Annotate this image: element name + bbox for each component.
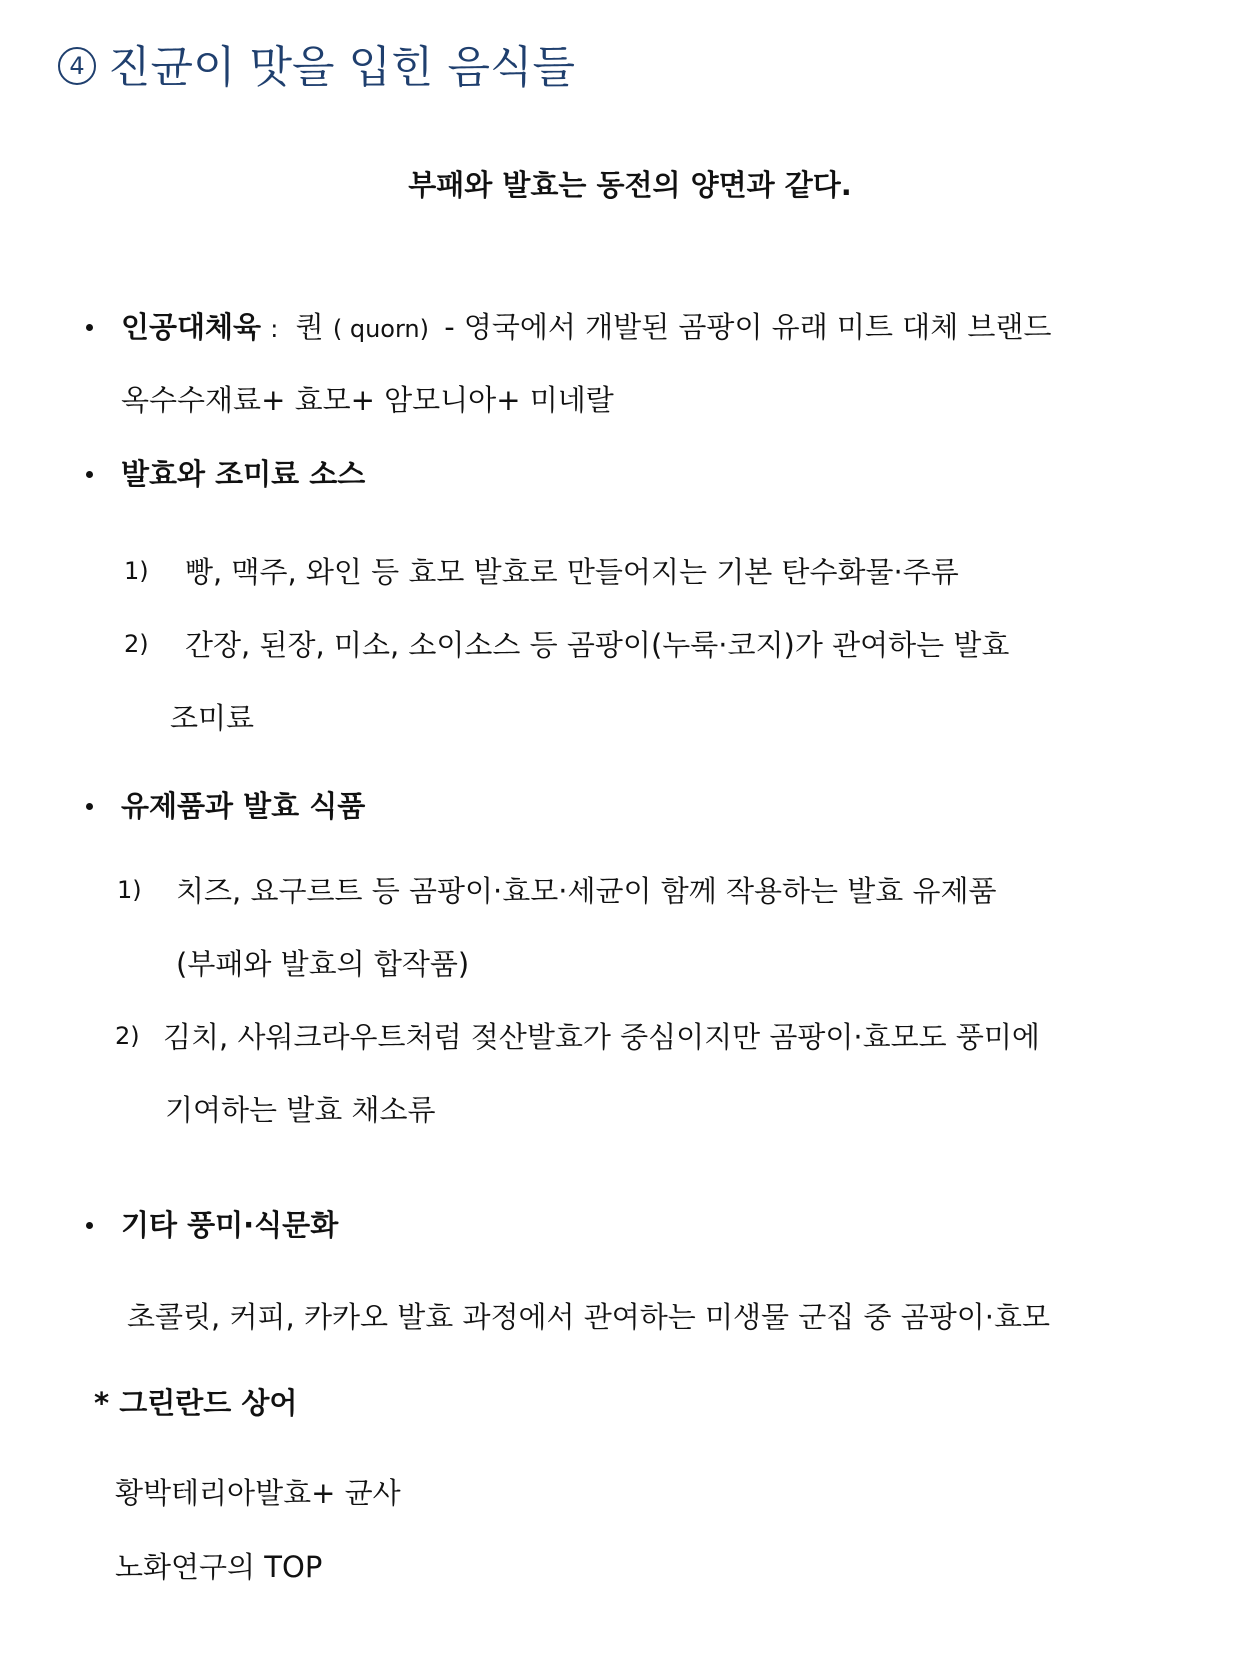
bullet-dot: [86, 471, 93, 478]
dairy-heading: 유제품과 발효 식품: [121, 789, 366, 823]
bullet-dot: [86, 803, 93, 810]
shark-line1: 황박테리아발효+ 균사: [115, 1476, 401, 1510]
meat-sep: :: [270, 315, 279, 343]
subtitle: 부패와 발효는 동전의 양면과 같다.: [408, 168, 852, 202]
meat-detail-a: 퀀: [295, 310, 324, 344]
list-number: 1): [117, 876, 142, 904]
shark-heading: * 그린란드 상어: [94, 1386, 298, 1420]
shark-line2: 노화연구의 TOP: [115, 1550, 323, 1584]
etc-text: 초콜릿, 커피, 카카오 발효 과정에서 관여하는 미생물 군집 중 곰팡이·효모: [127, 1300, 1051, 1334]
list-number: 2): [115, 1022, 140, 1050]
circled-number: 4: [58, 47, 96, 85]
meat-heading: 인공대체육: [121, 310, 262, 344]
bullet-dot: [86, 1222, 93, 1229]
list-number: 1): [124, 557, 149, 585]
list-item-continued: 조미료: [170, 701, 255, 735]
list-number: 2): [124, 630, 149, 658]
meat-detail-b: ( quorn): [332, 315, 429, 343]
list-item-continued: (부패와 발효의 합작품): [176, 947, 470, 981]
seasoning-heading: 발효와 조미료 소스: [121, 457, 366, 491]
meat-ingredients: 옥수수재료+ 효모+ 암모니아+ 미네랄: [121, 383, 614, 417]
list-item: 김치, 사워크라우트처럼 젖산발효가 중심이지만 곰팡이·효모도 풍미에: [163, 1020, 1040, 1054]
meat-detail-c: - 영국에서 개발된 곰팡이 유래 미트 대체 브랜드: [444, 310, 1052, 344]
list-item-continued: 기여하는 발효 채소류: [165, 1093, 436, 1127]
page-title-text: 진균이 맛을 입힌 음식들: [108, 42, 575, 93]
page-title: [58, 38, 575, 98]
list-item: 간장, 된장, 미소, 소이소스 등 곰팡이(누룩·코지)가 관여하는 발효: [185, 628, 1010, 662]
bullet-dot: [86, 324, 93, 331]
etc-heading: 기타 풍미·식문화: [121, 1208, 339, 1242]
list-item: 빵, 맥주, 와인 등 효모 발효로 만들어지는 기본 탄수화물·주류: [185, 555, 959, 589]
list-item: 치즈, 요구르트 등 곰팡이·효모·세균이 함께 작용하는 발효 유제품: [176, 874, 997, 908]
meat-line: [121, 305, 1051, 346]
